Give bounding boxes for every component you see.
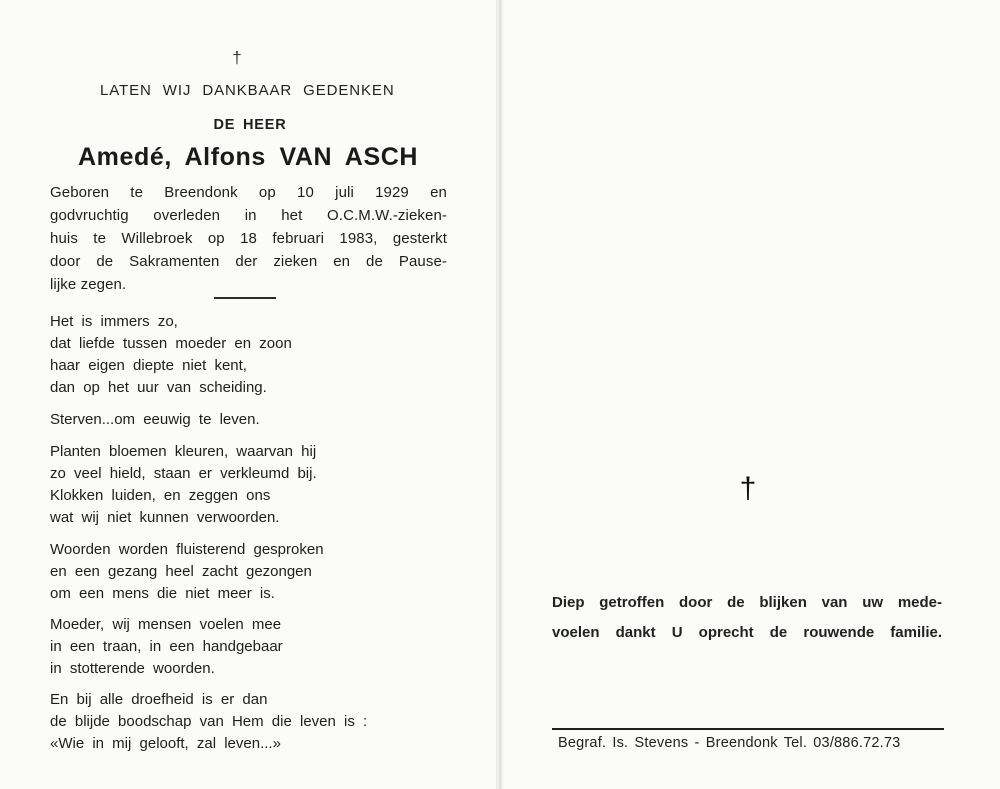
bio-line: Geboren te Breendonk op 10 juli 1929 en	[50, 184, 447, 201]
bio-line: huis te Willebroek op 18 februari 1983, gesterkt	[50, 230, 447, 247]
poem-stanza	[50, 409, 460, 431]
poem-line: haar eigen diepte niet kent,	[50, 357, 247, 374]
poem-line: Woorden worden fluisterend gesproken	[50, 541, 324, 558]
thanks-line: Diep getroffen door de blijken van uw mede-	[552, 594, 942, 611]
bio-line: godvruchtig overleden in het O.C.M.W.-zieken-	[50, 207, 447, 224]
thanks-line: voelen dankt U oprecht de rouwende familie.	[552, 624, 942, 641]
poem-line: en een gezang heel zacht gezongen	[50, 563, 312, 580]
card-fold	[496, 0, 503, 789]
biography	[50, 181, 447, 296]
poem-line: En bij alle droefheid is er dan	[50, 691, 268, 708]
deceased-name: Amedé, Alfons VAN ASCH	[78, 143, 419, 171]
poem-line: in stotterende woorden.	[50, 660, 215, 677]
poem-line: om een mens die niet meer is.	[50, 585, 275, 602]
poem-line: Moeder, wij mensen voelen mee	[50, 616, 282, 633]
intro-heading: LATEN WIJ DANKBAAR GEDENKEN	[100, 82, 395, 99]
poem-stanza	[50, 441, 460, 529]
poem-line: in een traan, in een handgebaar	[50, 638, 283, 655]
bio-line: lijke zegen.	[50, 276, 127, 293]
cross-icon: †	[232, 48, 242, 67]
separator-line	[214, 297, 276, 299]
poem-stanza	[50, 539, 460, 605]
poem-line: wat wij niet kunnen verwoorden.	[50, 509, 280, 526]
honorific-title: DE HEER	[213, 117, 287, 133]
divider-rule	[552, 728, 944, 730]
poem-line: Klokken luiden, en zeggen ons	[50, 487, 271, 504]
thanks-message	[552, 588, 942, 648]
poem-line: dat liefde tussen moeder en zoon	[50, 335, 292, 352]
poem-line: Het is immers zo,	[50, 313, 178, 330]
poem-stanza	[50, 311, 460, 399]
poem-line: zo veel hield, staan er verkleumd bij.	[50, 465, 317, 482]
poem-line: «Wie in mij gelooft, zal leven...»	[50, 735, 281, 752]
printer-imprint: Begraf. Is. Stevens - Breendonk Tel. 03/886.72.73	[558, 735, 901, 751]
poem-line: de blijde boodschap van Hem die leven is :	[50, 713, 368, 730]
cross-icon: †	[739, 472, 757, 505]
poem-stanza	[50, 614, 460, 680]
poem-line: Sterven...om eeuwig te leven.	[50, 411, 260, 428]
poem-line: dan op het uur van scheiding.	[50, 379, 267, 396]
bio-line: door de Sakramenten der zieken en de Pause-	[50, 253, 447, 270]
poem-line: Planten bloemen kleuren, waarvan hij	[50, 443, 317, 460]
left-panel	[0, 0, 497, 789]
poem-stanza	[50, 689, 460, 755]
